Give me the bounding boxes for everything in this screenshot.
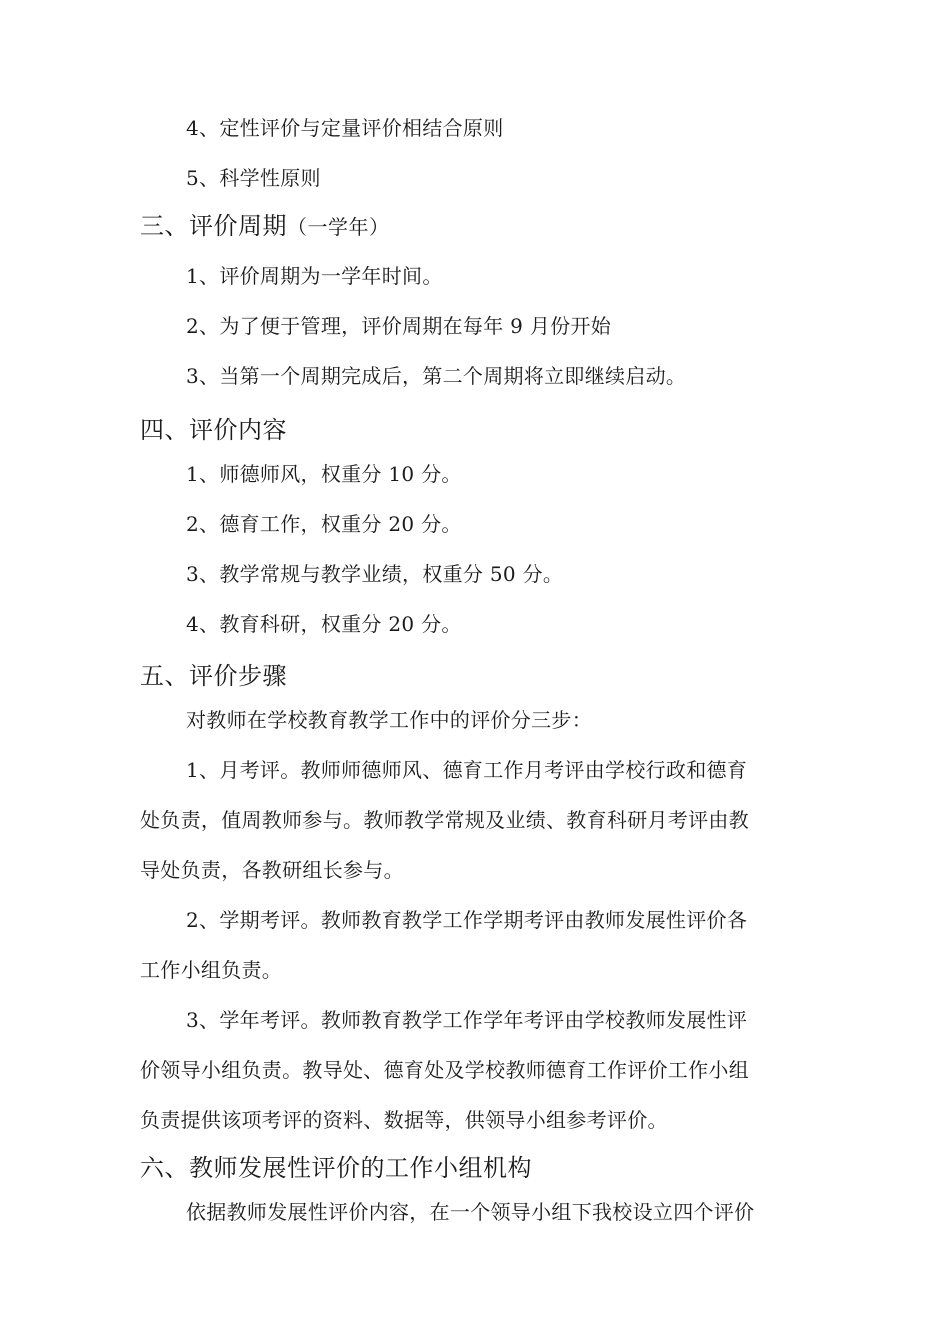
section-heading-working-groups: 六、教师发展性评价的工作小组机构	[140, 1154, 532, 1182]
working-groups-paragraph-line-1: 依据教师发展性评价内容，在一个领导小组下我校设立四个评价	[186, 1200, 755, 1224]
step-2-line-1: 2、学期考评。教师教育教学工作学期考评由教师发展性评价各	[186, 908, 748, 932]
step-1-line-2: 处负责，值周教师参与。教师教学常规及业绩、教育科研月考评由教	[140, 808, 749, 832]
section-heading-text: 三、评价周期	[140, 212, 287, 240]
section-heading-paren: （一学年）	[287, 215, 390, 239]
principle-item-5: 5、科学性原则	[186, 166, 321, 190]
cycle-item-3: 3、当第一个周期完成后，第二个周期将立即继续启动。	[186, 364, 687, 388]
steps-intro: 对教师在学校教育教学工作中的评价分三步：	[186, 708, 592, 732]
section-heading-evaluation-content: 四、评价内容	[140, 416, 287, 444]
content-item-2: 2、德育工作，权重分 20 分。	[186, 512, 462, 536]
content-item-1: 1、师德师风，权重分 10 分。	[186, 462, 462, 486]
step-1-line-3: 导处负责，各教研组长参与。	[140, 858, 404, 882]
section-heading-evaluation-cycle	[140, 210, 390, 243]
content-item-4: 4、教育科研，权重分 20 分。	[186, 612, 462, 636]
step-3-line-3: 负责提供该项考评的资料、数据等，供领导小组参考评价。	[140, 1108, 668, 1132]
cycle-item-2: 2、为了便于管理，评价周期在每年 9 月份开始	[186, 314, 612, 338]
cycle-item-1: 1、评价周期为一学年时间。	[186, 264, 443, 288]
step-3-line-1: 3、学年考评。教师教育教学工作学年考评由学校教师发展性评	[186, 1008, 748, 1032]
step-2-line-2: 工作小组负责。	[140, 958, 283, 982]
principle-item-4: 4、定性评价与定量评价相结合原则	[186, 116, 504, 140]
step-1-line-1: 1、月考评。教师师德师风、德育工作月考评由学校行政和德育	[186, 758, 748, 782]
step-3-line-2: 价领导小组负责。教导处、德育处及学校教师德育工作评价工作小组	[140, 1058, 749, 1082]
section-heading-evaluation-steps: 五、评价步骤	[140, 662, 287, 690]
content-item-3: 3、教学常规与教学业绩，权重分 50 分。	[186, 562, 564, 586]
